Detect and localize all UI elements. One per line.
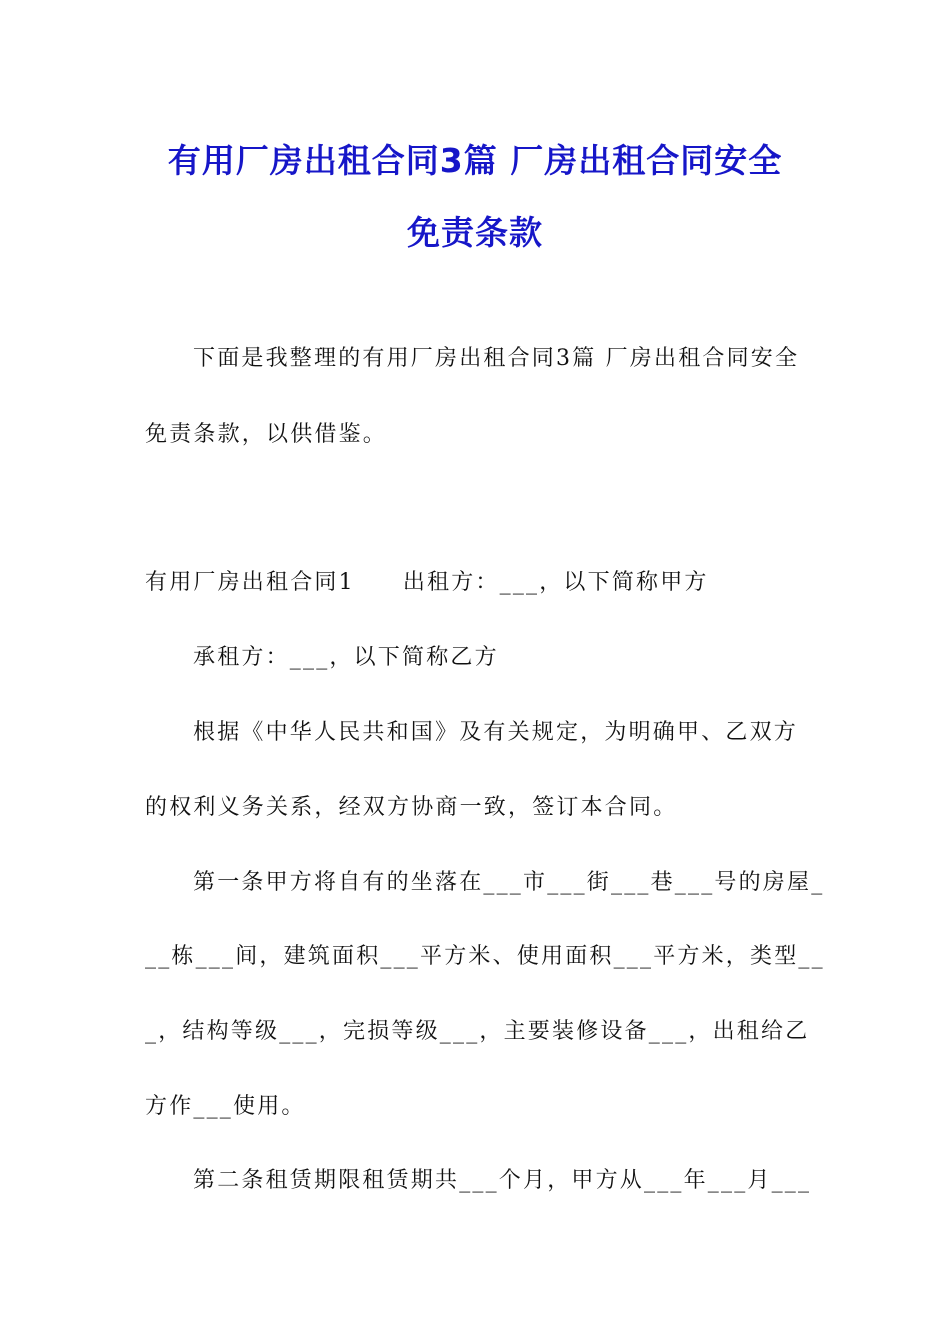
contract-heading-row [145, 572, 709, 594]
lessee-line: 承租方：___，以下简称乙方 [193, 645, 499, 670]
intro-line-1: 下面是我整理的有用厂房出租合同3篇 厂房出租合同安全 [193, 346, 800, 371]
article-1-line-3: _，结构等级___，完损等级___，主要装修设备___，出租给乙 [145, 1019, 810, 1044]
document-title-line-1: 有用厂房出租合同3篇 厂房出租合同安全 [167, 141, 783, 180]
article-1-line-2: __栋___间，建筑面积___平方米、使用面积___平方米，类型__ [145, 944, 825, 969]
lessor-line: 出租方：___，以下简称甲方 [402, 570, 709, 595]
article-1-line-1: 第一条甲方将自有的坐落在___市___街___巷___号的房屋_ [193, 870, 825, 895]
basis-line-2: 的权利义务关系，经双方协商一致，签订本合同。 [145, 795, 678, 820]
intro-line-2: 免责条款，以供借鉴。 [145, 422, 388, 447]
basis-line-1: 根据《中华人民共和国》及有关规定，为明确甲、乙双方 [193, 720, 799, 745]
contract-heading: 有用厂房出租合同1 [145, 570, 355, 595]
article-2-line-1: 第二条租赁期限租赁期共___个月，甲方从___年___月___ [193, 1168, 812, 1193]
document-title-line-2: 免责条款 [407, 213, 543, 252]
article-1-line-4: 方作___使用。 [145, 1094, 306, 1119]
